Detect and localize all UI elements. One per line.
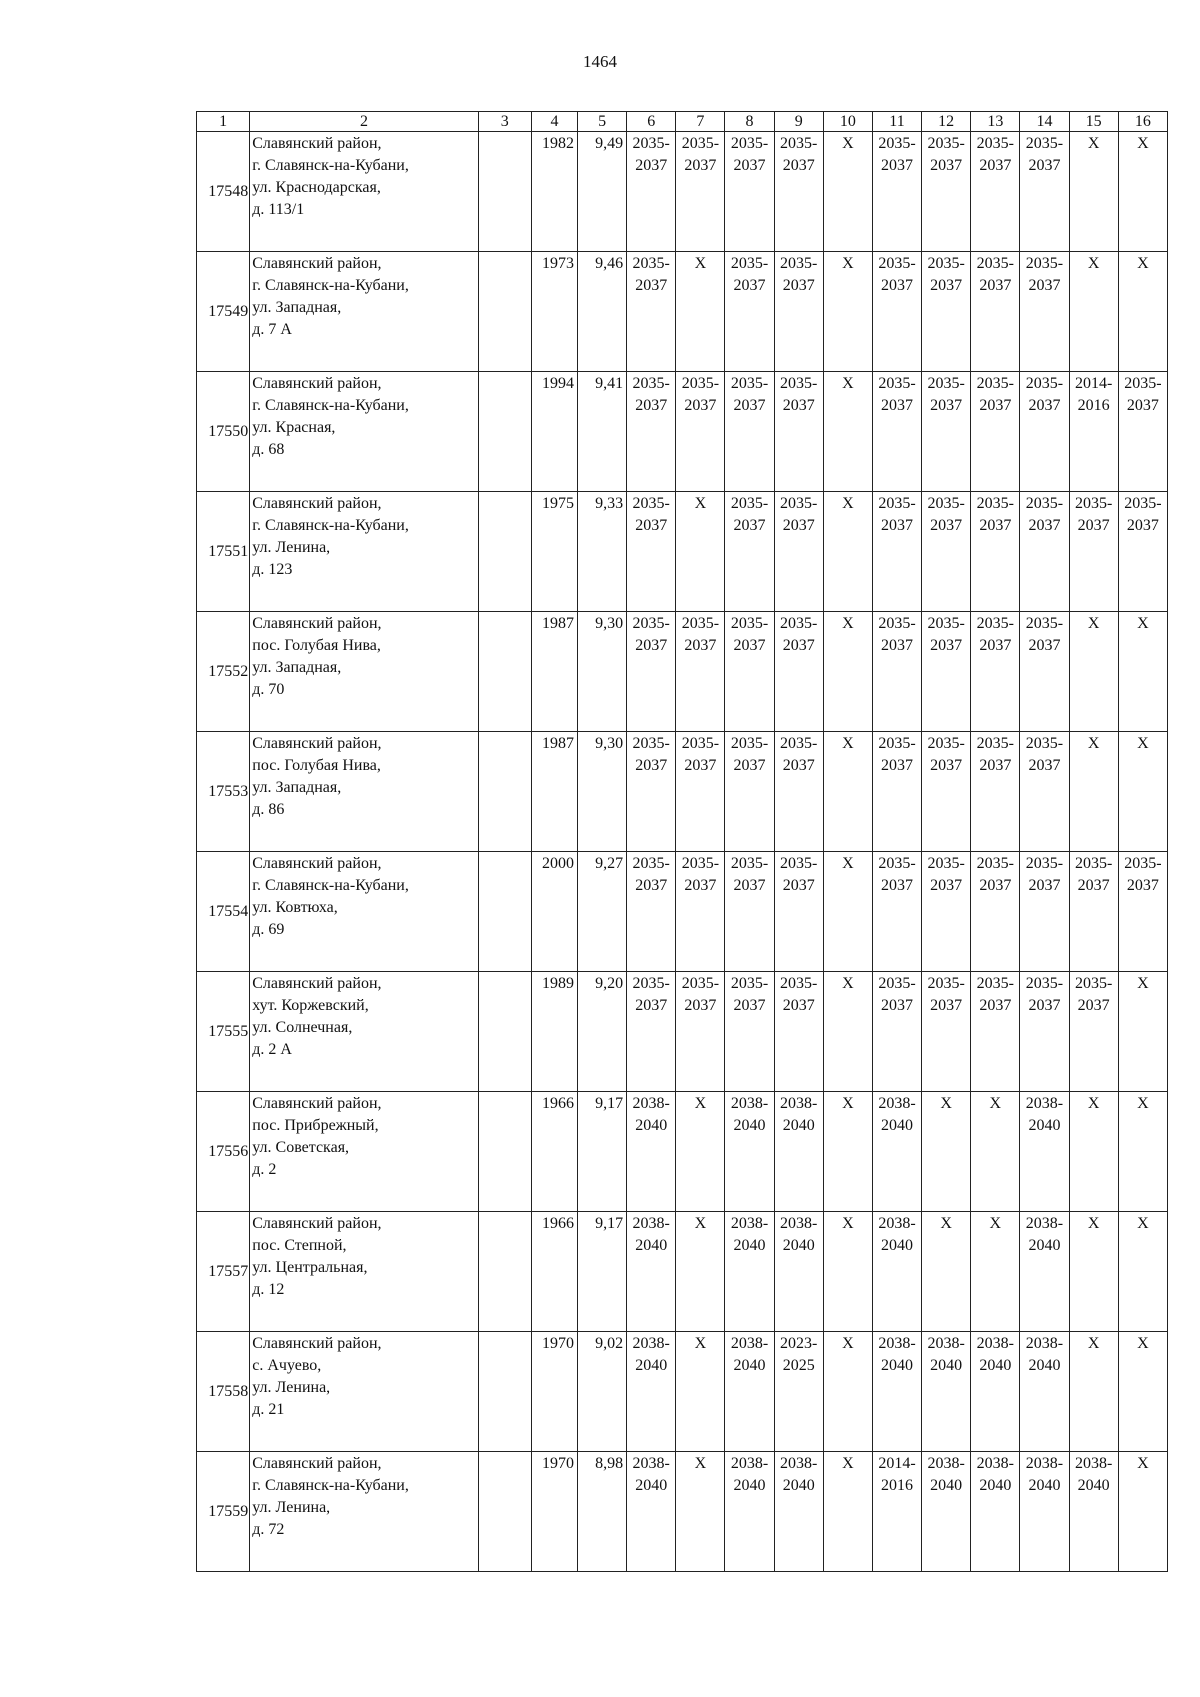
address-line: Славянский район, xyxy=(252,255,382,272)
column-number-header xyxy=(197,112,1168,132)
period-cell-col-6: 2035- 2037 xyxy=(627,372,676,492)
period-cell-col-9: 2035- 2037 xyxy=(774,852,823,972)
column-header-11: 11 xyxy=(872,112,921,132)
table-row xyxy=(197,492,1168,612)
period-cell-col-6: 2038- 2040 xyxy=(627,1332,676,1452)
period-cell-col-16: 2035- 2037 xyxy=(1118,372,1167,492)
period-cell-col-14: 2038- 2040 xyxy=(1020,1332,1069,1452)
address-cell xyxy=(250,492,478,612)
period-cell-col-10: X xyxy=(823,1212,872,1332)
value-cell: 9,30 xyxy=(577,732,626,852)
year-cell: 1973 xyxy=(531,252,577,372)
address-line: г. Славянск-на-Кубани, xyxy=(252,277,409,294)
year-cell: 1966 xyxy=(531,1092,577,1212)
row-id: 17552 xyxy=(197,612,250,732)
row-id: 17558 xyxy=(197,1332,250,1452)
period-cell-col-11: 2038- 2040 xyxy=(872,1092,921,1212)
period-cell-col-14: 2035- 2037 xyxy=(1020,372,1069,492)
address-line: г. Славянск-на-Кубани, xyxy=(252,517,409,534)
period-cell-col-11: 2038- 2040 xyxy=(872,1212,921,1332)
address-line: д. 21 xyxy=(252,1401,285,1418)
year-cell: 1970 xyxy=(531,1332,577,1452)
period-cell-col-16: X xyxy=(1118,132,1167,252)
period-cell-col-6: 2038- 2040 xyxy=(627,1092,676,1212)
address-line: д. 68 xyxy=(252,441,285,458)
period-cell-col-10: X xyxy=(823,972,872,1092)
period-cell-col-8: 2038- 2040 xyxy=(725,1452,774,1572)
period-cell-col-15: X xyxy=(1069,1092,1118,1212)
column-header-5: 5 xyxy=(577,112,626,132)
column-header-6: 6 xyxy=(627,112,676,132)
column-header-12: 12 xyxy=(922,112,971,132)
year-cell: 2000 xyxy=(531,852,577,972)
period-cell-col-12: 2038- 2040 xyxy=(922,1452,971,1572)
row-id: 17548 xyxy=(197,132,250,252)
period-cell-col-13: 2038- 2040 xyxy=(971,1332,1020,1452)
address-line: пос. Голубая Нива, xyxy=(252,637,381,654)
address-line: д. 69 xyxy=(252,921,285,938)
address-cell xyxy=(250,732,478,852)
period-cell-col-9: 2035- 2037 xyxy=(774,492,823,612)
period-cell-col-15: 2014- 2016 xyxy=(1069,372,1118,492)
address-line: Славянский район, xyxy=(252,1455,382,1472)
address-line: д. 70 xyxy=(252,681,285,698)
column-3-cell xyxy=(478,1332,531,1452)
period-cell-col-12: 2035- 2037 xyxy=(922,612,971,732)
period-cell-col-8: 2035- 2037 xyxy=(725,492,774,612)
address-line: д. 72 xyxy=(252,1521,285,1538)
value-cell: 9,17 xyxy=(577,1212,626,1332)
period-cell-col-12: 2038- 2040 xyxy=(922,1332,971,1452)
address-line: пос. Голубая Нива, xyxy=(252,757,381,774)
address-line: Славянский район, xyxy=(252,1215,382,1232)
period-cell-col-12: 2035- 2037 xyxy=(922,492,971,612)
period-cell-col-6: 2035- 2037 xyxy=(627,492,676,612)
period-cell-col-7: X xyxy=(676,1332,725,1452)
period-cell-col-15: 2035- 2037 xyxy=(1069,852,1118,972)
column-3-cell xyxy=(478,1092,531,1212)
period-cell-col-12: X xyxy=(922,1212,971,1332)
address-cell xyxy=(250,972,478,1092)
period-cell-col-10: X xyxy=(823,1452,872,1572)
column-3-cell xyxy=(478,492,531,612)
address-line: Славянский район, xyxy=(252,975,382,992)
address-line: д. 2 А xyxy=(252,1041,292,1058)
period-cell-col-11: 2035- 2037 xyxy=(872,852,921,972)
period-cell-col-7: X xyxy=(676,1452,725,1572)
column-header-8: 8 xyxy=(725,112,774,132)
address-line: д. 2 xyxy=(252,1161,277,1178)
period-cell-col-9: 2035- 2037 xyxy=(774,372,823,492)
period-cell-col-7: 2035- 2037 xyxy=(676,612,725,732)
address-cell xyxy=(250,1332,478,1452)
address-line: ул. Красная, xyxy=(252,419,336,436)
table-row xyxy=(197,372,1168,492)
column-header-10: 10 xyxy=(823,112,872,132)
period-cell-col-9: 2035- 2037 xyxy=(774,132,823,252)
period-cell-col-10: X xyxy=(823,132,872,252)
period-cell-col-13: 2035- 2037 xyxy=(971,492,1020,612)
address-line: д. 113/1 xyxy=(252,201,305,218)
address-line: Славянский район, xyxy=(252,855,382,872)
address-line: Славянский район, xyxy=(252,375,382,392)
row-id: 17553 xyxy=(197,732,250,852)
period-cell-col-16: 2035- 2037 xyxy=(1118,852,1167,972)
period-cell-col-16: X xyxy=(1118,612,1167,732)
year-cell: 1989 xyxy=(531,972,577,1092)
period-cell-col-15: X xyxy=(1069,732,1118,852)
period-cell-col-9: 2035- 2037 xyxy=(774,972,823,1092)
period-cell-col-11: 2014- 2016 xyxy=(872,1452,921,1572)
period-cell-col-8: 2035- 2037 xyxy=(725,132,774,252)
period-cell-col-14: 2035- 2037 xyxy=(1020,732,1069,852)
address-cell xyxy=(250,612,478,732)
period-cell-col-9: 2038- 2040 xyxy=(774,1452,823,1572)
period-cell-col-9: 2035- 2037 xyxy=(774,732,823,852)
column-header-2: 2 xyxy=(250,112,478,132)
value-cell: 8,98 xyxy=(577,1452,626,1572)
column-header-16: 16 xyxy=(1118,112,1167,132)
address-line: Славянский район, xyxy=(252,1335,382,1352)
period-cell-col-11: 2035- 2037 xyxy=(872,972,921,1092)
period-cell-col-13: 2035- 2037 xyxy=(971,732,1020,852)
row-id: 17555 xyxy=(197,972,250,1092)
address-line: хут. Коржевский, xyxy=(252,997,369,1014)
period-cell-col-16: X xyxy=(1118,252,1167,372)
period-cell-col-8: 2038- 2040 xyxy=(725,1092,774,1212)
period-cell-col-10: X xyxy=(823,1092,872,1212)
address-line: Славянский район, xyxy=(252,615,382,632)
housing-repair-table xyxy=(196,111,1168,1572)
period-cell-col-14: 2035- 2037 xyxy=(1020,132,1069,252)
address-line: ул. Краснодарская, xyxy=(252,179,381,196)
period-cell-col-12: 2035- 2037 xyxy=(922,252,971,372)
row-id: 17554 xyxy=(197,852,250,972)
period-cell-col-13: 2035- 2037 xyxy=(971,252,1020,372)
address-cell xyxy=(250,1212,478,1332)
period-cell-col-16: 2035- 2037 xyxy=(1118,492,1167,612)
period-cell-col-6: 2035- 2037 xyxy=(627,252,676,372)
table-row xyxy=(197,852,1168,972)
address-line: ул. Западная, xyxy=(252,779,342,796)
period-cell-col-11: 2035- 2037 xyxy=(872,492,921,612)
address-line: д. 123 xyxy=(252,561,293,578)
value-cell: 9,49 xyxy=(577,132,626,252)
value-cell: 9,41 xyxy=(577,372,626,492)
period-cell-col-11: 2035- 2037 xyxy=(872,612,921,732)
period-cell-col-7: X xyxy=(676,1092,725,1212)
period-cell-col-8: 2035- 2037 xyxy=(725,732,774,852)
address-line: Славянский район, xyxy=(252,135,382,152)
value-cell: 9,20 xyxy=(577,972,626,1092)
address-line: Славянский район, xyxy=(252,495,382,512)
address-line: пос. Прибрежный, xyxy=(252,1117,379,1134)
address-line: Славянский район, xyxy=(252,1095,382,1112)
period-cell-col-14: 2035- 2037 xyxy=(1020,252,1069,372)
period-cell-col-7: X xyxy=(676,492,725,612)
page-number: 1464 xyxy=(583,52,617,71)
period-cell-col-12: 2035- 2037 xyxy=(922,852,971,972)
address-line: д. 12 xyxy=(252,1281,285,1298)
period-cell-col-7: 2035- 2037 xyxy=(676,972,725,1092)
year-cell: 1994 xyxy=(531,372,577,492)
period-cell-col-15: X xyxy=(1069,1212,1118,1332)
period-cell-col-16: X xyxy=(1118,1332,1167,1452)
column-3-cell xyxy=(478,972,531,1092)
address-line: ул. Солнечная, xyxy=(252,1019,353,1036)
period-cell-col-6: 2035- 2037 xyxy=(627,132,676,252)
period-cell-col-9: 2038- 2040 xyxy=(774,1212,823,1332)
address-line: д. 86 xyxy=(252,801,285,818)
year-cell: 1975 xyxy=(531,492,577,612)
period-cell-col-7: 2035- 2037 xyxy=(676,372,725,492)
column-header-15: 15 xyxy=(1069,112,1118,132)
address-cell xyxy=(250,372,478,492)
value-cell: 9,46 xyxy=(577,252,626,372)
period-cell-col-15: 2038- 2040 xyxy=(1069,1452,1118,1572)
period-cell-col-7: 2035- 2037 xyxy=(676,852,725,972)
period-cell-col-11: 2035- 2037 xyxy=(872,132,921,252)
period-cell-col-15: 2035- 2037 xyxy=(1069,492,1118,612)
year-cell: 1987 xyxy=(531,612,577,732)
address-line: с. Ачуево, xyxy=(252,1357,322,1374)
period-cell-col-14: 2035- 2037 xyxy=(1020,972,1069,1092)
period-cell-col-15: X xyxy=(1069,612,1118,732)
period-cell-col-7: 2035- 2037 xyxy=(676,132,725,252)
period-cell-col-10: X xyxy=(823,252,872,372)
value-cell: 9,30 xyxy=(577,612,626,732)
address-line: ул. Центральная, xyxy=(252,1259,368,1276)
table-row xyxy=(197,972,1168,1092)
period-cell-col-14: 2035- 2037 xyxy=(1020,612,1069,732)
address-line: г. Славянск-на-Кубани, xyxy=(252,877,409,894)
period-cell-col-6: 2035- 2037 xyxy=(627,852,676,972)
address-line: ул. Советская, xyxy=(252,1139,350,1156)
address-line: ул. Западная, xyxy=(252,659,342,676)
period-cell-col-8: 2038- 2040 xyxy=(725,1212,774,1332)
column-3-cell xyxy=(478,132,531,252)
address-cell xyxy=(250,1452,478,1572)
period-cell-col-15: 2035- 2037 xyxy=(1069,972,1118,1092)
period-cell-col-10: X xyxy=(823,852,872,972)
address-line: г. Славянск-на-Кубани, xyxy=(252,1477,409,1494)
value-cell: 9,33 xyxy=(577,492,626,612)
period-cell-col-14: 2035- 2037 xyxy=(1020,852,1069,972)
year-cell: 1987 xyxy=(531,732,577,852)
period-cell-col-8: 2035- 2037 xyxy=(725,612,774,732)
column-3-cell xyxy=(478,1212,531,1332)
period-cell-col-11: 2035- 2037 xyxy=(872,252,921,372)
period-cell-col-14: 2038- 2040 xyxy=(1020,1212,1069,1332)
address-line: г. Славянск-на-Кубани, xyxy=(252,397,409,414)
period-cell-col-13: 2035- 2037 xyxy=(971,132,1020,252)
year-cell: 1970 xyxy=(531,1452,577,1572)
column-3-cell xyxy=(478,612,531,732)
table-row xyxy=(197,132,1168,252)
period-cell-col-12: X xyxy=(922,1092,971,1212)
column-3-cell xyxy=(478,852,531,972)
period-cell-col-9: 2035- 2037 xyxy=(774,612,823,732)
period-cell-col-7: X xyxy=(676,1212,725,1332)
address-line: Славянский район, xyxy=(252,735,382,752)
address-line: ул. Ленина, xyxy=(252,539,331,556)
period-cell-col-12: 2035- 2037 xyxy=(922,732,971,852)
table-row xyxy=(197,1332,1168,1452)
period-cell-col-16: X xyxy=(1118,1212,1167,1332)
address-line: ул. Ковтюха, xyxy=(252,899,338,916)
period-cell-col-10: X xyxy=(823,612,872,732)
address-line: ул. Ленина, xyxy=(252,1499,331,1516)
table-row xyxy=(197,612,1168,732)
address-cell xyxy=(250,252,478,372)
row-id: 17557 xyxy=(197,1212,250,1332)
row-id: 17559 xyxy=(197,1452,250,1572)
address-cell xyxy=(250,852,478,972)
column-header-4: 4 xyxy=(531,112,577,132)
period-cell-col-14: 2038- 2040 xyxy=(1020,1092,1069,1212)
period-cell-col-15: X xyxy=(1069,132,1118,252)
period-cell-col-16: X xyxy=(1118,1092,1167,1212)
column-header-14: 14 xyxy=(1020,112,1069,132)
address-cell xyxy=(250,1092,478,1212)
period-cell-col-9: 2035- 2037 xyxy=(774,252,823,372)
address-line: д. 7 А xyxy=(252,321,292,338)
period-cell-col-14: 2038- 2040 xyxy=(1020,1452,1069,1572)
period-cell-col-8: 2035- 2037 xyxy=(725,252,774,372)
column-header-9: 9 xyxy=(774,112,823,132)
period-cell-col-7: X xyxy=(676,252,725,372)
table-row xyxy=(197,1092,1168,1212)
period-cell-col-10: X xyxy=(823,492,872,612)
year-cell: 1982 xyxy=(531,132,577,252)
period-cell-col-11: 2035- 2037 xyxy=(872,732,921,852)
address-line: пос. Степной, xyxy=(252,1237,347,1254)
period-cell-col-9: 2038- 2040 xyxy=(774,1092,823,1212)
address-cell xyxy=(250,132,478,252)
table-body xyxy=(197,112,1168,1572)
table-row xyxy=(197,732,1168,852)
period-cell-col-15: X xyxy=(1069,252,1118,372)
column-header-7: 7 xyxy=(676,112,725,132)
period-cell-col-6: 2038- 2040 xyxy=(627,1452,676,1572)
period-cell-col-13: 2038- 2040 xyxy=(971,1452,1020,1572)
period-cell-col-13: 2035- 2037 xyxy=(971,612,1020,732)
table-row xyxy=(197,1452,1168,1572)
column-header-1: 1 xyxy=(197,112,250,132)
address-line: ул. Западная, xyxy=(252,299,342,316)
table-row xyxy=(197,252,1168,372)
period-cell-col-8: 2035- 2037 xyxy=(725,852,774,972)
period-cell-col-6: 2035- 2037 xyxy=(627,732,676,852)
period-cell-col-6: 2035- 2037 xyxy=(627,612,676,732)
period-cell-col-10: X xyxy=(823,1332,872,1452)
column-3-cell xyxy=(478,1452,531,1572)
period-cell-col-10: X xyxy=(823,732,872,852)
period-cell-col-6: 2035- 2037 xyxy=(627,972,676,1092)
period-cell-col-13: 2035- 2037 xyxy=(971,852,1020,972)
value-cell: 9,27 xyxy=(577,852,626,972)
address-line: г. Славянск-на-Кубани, xyxy=(252,157,409,174)
row-id: 17549 xyxy=(197,252,250,372)
column-header-13: 13 xyxy=(971,112,1020,132)
period-cell-col-13: 2035- 2037 xyxy=(971,372,1020,492)
value-cell: 9,02 xyxy=(577,1332,626,1452)
period-cell-col-12: 2035- 2037 xyxy=(922,972,971,1092)
period-cell-col-16: X xyxy=(1118,972,1167,1092)
period-cell-col-10: X xyxy=(823,372,872,492)
row-id: 17556 xyxy=(197,1092,250,1212)
period-cell-col-13: X xyxy=(971,1212,1020,1332)
column-3-cell xyxy=(478,372,531,492)
period-cell-col-14: 2035- 2037 xyxy=(1020,492,1069,612)
period-cell-col-8: 2035- 2037 xyxy=(725,372,774,492)
column-header-3: 3 xyxy=(478,112,531,132)
period-cell-col-16: X xyxy=(1118,1452,1167,1572)
period-cell-col-11: 2038- 2040 xyxy=(872,1332,921,1452)
period-cell-col-11: 2035- 2037 xyxy=(872,372,921,492)
row-id: 17550 xyxy=(197,372,250,492)
period-cell-col-12: 2035- 2037 xyxy=(922,132,971,252)
row-id: 17551 xyxy=(197,492,250,612)
value-cell: 9,17 xyxy=(577,1092,626,1212)
column-3-cell xyxy=(478,732,531,852)
period-cell-col-9: 2023- 2025 xyxy=(774,1332,823,1452)
address-line: ул. Ленина, xyxy=(252,1379,331,1396)
period-cell-col-6: 2038- 2040 xyxy=(627,1212,676,1332)
period-cell-col-8: 2035- 2037 xyxy=(725,972,774,1092)
table-row xyxy=(197,1212,1168,1332)
period-cell-col-8: 2038- 2040 xyxy=(725,1332,774,1452)
period-cell-col-15: X xyxy=(1069,1332,1118,1452)
year-cell: 1966 xyxy=(531,1212,577,1332)
period-cell-col-7: 2035- 2037 xyxy=(676,732,725,852)
period-cell-col-12: 2035- 2037 xyxy=(922,372,971,492)
period-cell-col-13: 2035- 2037 xyxy=(971,972,1020,1092)
period-cell-col-16: X xyxy=(1118,732,1167,852)
period-cell-col-13: X xyxy=(971,1092,1020,1212)
column-3-cell xyxy=(478,252,531,372)
